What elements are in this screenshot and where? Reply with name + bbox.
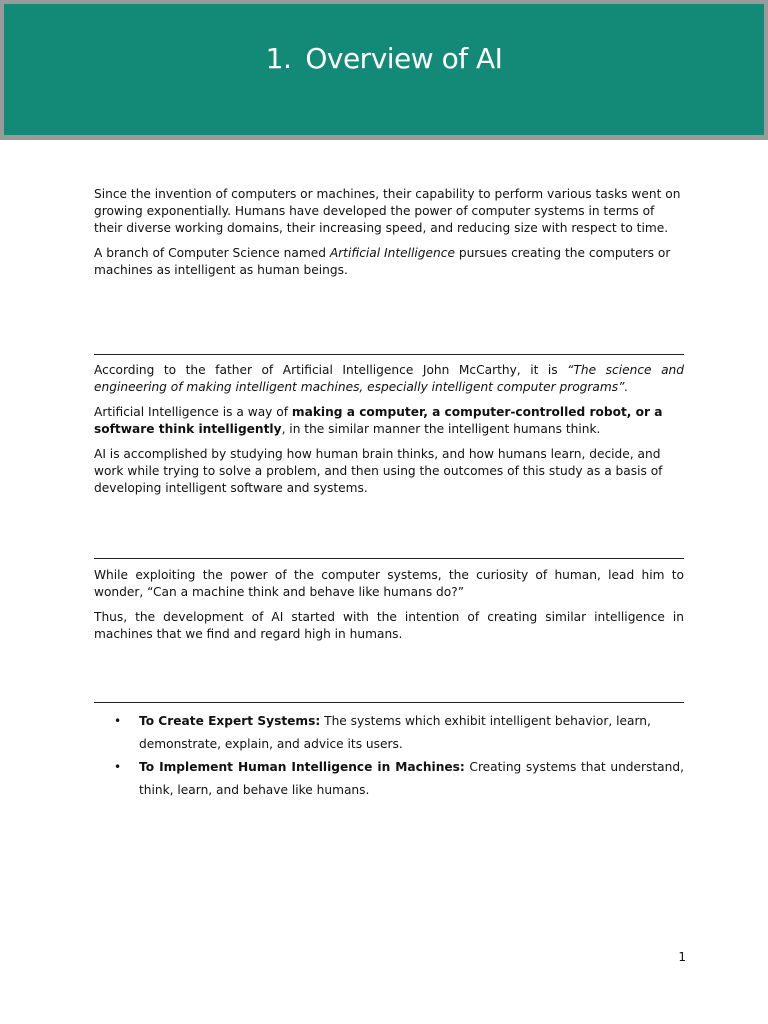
goal-title: To Implement Human Intelligence in Machines: (139, 760, 465, 774)
definition-paragraph-2-lead: Artificial Intelligence is a way of (94, 405, 292, 419)
chapter-number: 1. (265, 42, 292, 75)
intro-paragraph-2 (94, 245, 684, 279)
chapter-title: Overview of AI (305, 42, 503, 75)
section-divider (94, 354, 684, 355)
section-divider (94, 702, 684, 703)
chapter-heading (0, 42, 768, 75)
definition-paragraph-1 (94, 362, 684, 396)
definition-paragraph-2-tail: , in the similar manner the intelligent humans think. (281, 422, 601, 436)
definition-emphasis: making a computer, a computer-controlled robot, or a software think intelligently (94, 405, 663, 436)
intro-ai-term: Artificial Intelligence (329, 246, 455, 260)
bullet-icon: • (114, 760, 122, 774)
goal-text: The systems which exhibit intelligent behavior, learn, demonstrate, explain, and advice its users. (139, 714, 651, 751)
philosophy-section (94, 567, 684, 651)
intro-paragraph-1: Since the invention of computers or machines, their capability to perform various tasks went on growing exponentially. Humans have developed the power of computer systems in terms of their diverse working domains, their increasing speed, and reducing size with respect to time. (94, 187, 681, 235)
bullet-icon: • (114, 714, 122, 728)
goal-item (94, 710, 684, 756)
philosophy-paragraph-1: While exploiting the power of the computer systems, the curiosity of human, lead him to wonder, “Can a machine think and behave like humans do?” (94, 568, 684, 599)
definition-section (94, 362, 684, 505)
philosophy-paragraph-2: Thus, the development of AI started with the intention of creating similar intelligence in machines that we find and regard high in humans. (94, 610, 684, 641)
goal-title: To Create Expert Systems: (139, 714, 321, 728)
intro-paragraph-2-tail: pursues creating the computers or machines as intelligent as human beings. (94, 246, 671, 277)
page-number: 1 (678, 950, 686, 964)
intro-paragraph-2-lead: A branch of Computer Science named (94, 246, 330, 260)
goals-list (94, 710, 684, 802)
section-divider (94, 558, 684, 559)
mccarthy-quote: “The science and engineering of making intelligent machines, especially intelligent computer programs”. (94, 363, 684, 394)
goals-section (94, 710, 684, 802)
goal-item (94, 756, 684, 802)
definition-paragraph-1-lead: According to the father of Artificial Intelligence John McCarthy, it is (94, 363, 568, 377)
definition-paragraph-3: AI is accomplished by studying how human brain thinks, and how humans learn, decide, and work while trying to solve a problem, and then using the outcomes of this study as a basis of developing intelligent software and systems. (94, 447, 663, 495)
intro-section (94, 186, 684, 287)
definition-paragraph-2 (94, 404, 684, 438)
goal-text: Creating systems that understand, think, learn, and behave like humans. (139, 760, 684, 797)
